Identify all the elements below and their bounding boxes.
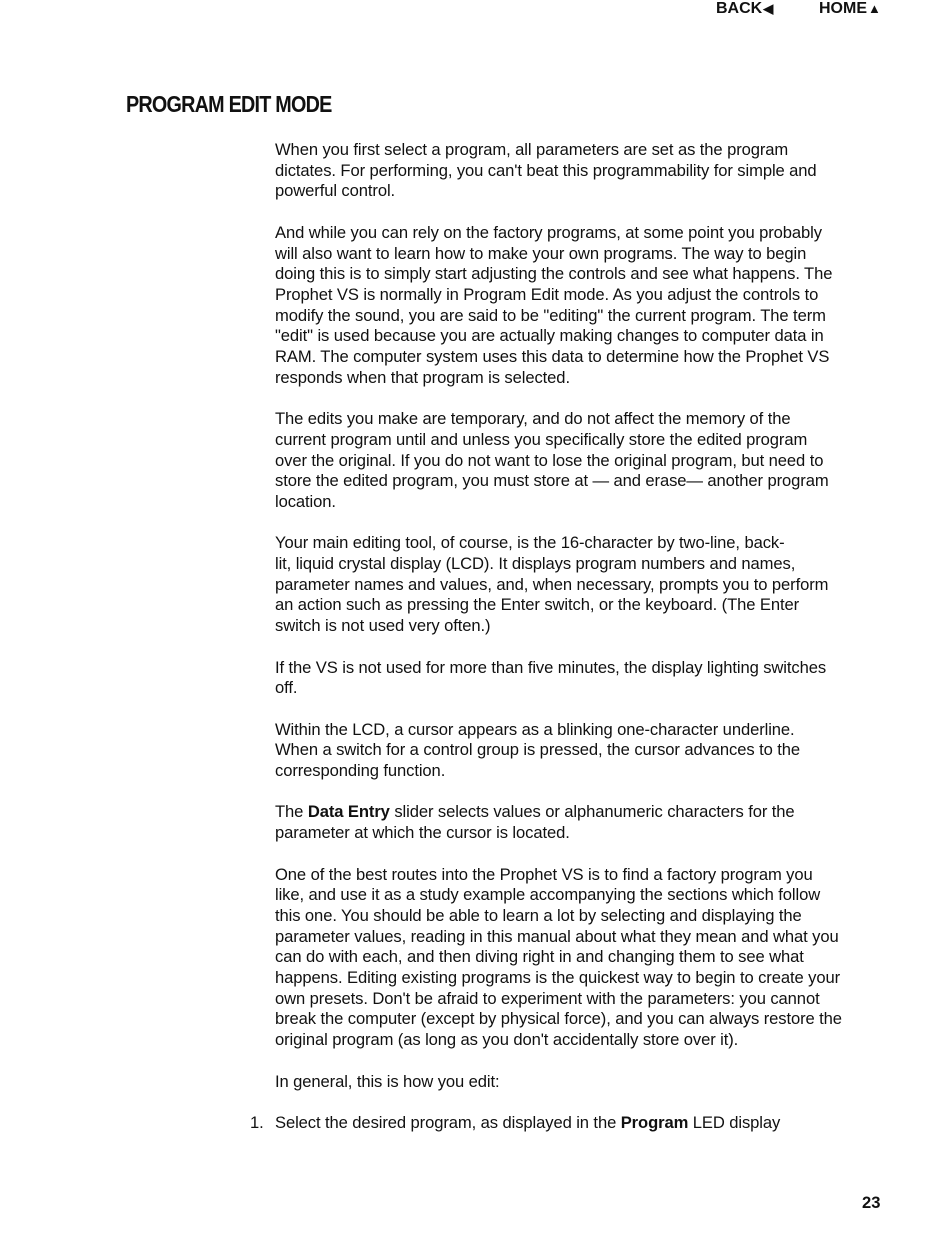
paragraph: The edits you make are temporary, and do not affect the memory of the current program until and unless you specifically store the edited program over the original. If you do not want to lose the original program, but need to store the edited program, you must store at — and erase— another program location.: [275, 409, 829, 511]
top-navigation: [0, 0, 950, 24]
paragraph: When you first select a program, all parameters are set as the program dictates. For performing, you can't beat this programmability for simple and powerful control.: [275, 140, 817, 201]
text-run: LED display: [688, 1112, 781, 1132]
up-triangle-icon: ▲: [868, 1, 881, 16]
back-link[interactable]: [716, 0, 773, 18]
page-number: 23: [862, 1193, 881, 1212]
text-run: The: [275, 802, 308, 822]
text-run: slider selects values or alphanumeric characters for the parameter at which the cursor is located.: [275, 802, 795, 843]
data-entry-paragraph: [275, 802, 887, 843]
step-number: 1.: [250, 1112, 264, 1132]
paragraph: Your main editing tool, of course, is the 16-character by two-line, back- lit, liquid crystal display (LCD). It displays program numbers and names, parameter names and values, and, when necessary, prompts you to perform an action such as pressing the Enter switch, or the keyboard. (The Enter switch is not used very often.): [275, 533, 829, 636]
left-triangle-icon: ◀: [763, 1, 774, 16]
program-term: Program: [620, 1112, 689, 1132]
paragraph: Within the LCD, a cursor appears as a blinking one-character underline. When a switch for a control group is pressed, the cursor advances to the corresponding function.: [275, 719, 800, 781]
data-entry-term: Data Entry: [307, 802, 390, 822]
numbered-step: [250, 1112, 887, 1134]
paragraph: One of the best routes into the Prophet VS is to find a factory program you like, and use it as a study example accompanying the sections which follow this one. You should be able to learn a lot by selecting and displaying the parameter values, reading in this manual about what they mean and what you can do with each, and then diving right in and changing them to see what happens. Editing existing programs is the quickest way to begin to create your own presets. Don't be afraid to experiment with the parameters: you cannot break the computer (except by physical force), and you can always restore the original program (as long as you don't accidentally store over it).: [275, 864, 842, 1050]
home-link[interactable]: [819, 0, 881, 18]
body-text: [250, 140, 887, 1154]
page-title: PROGRAM EDIT MODE: [126, 91, 332, 117]
text-run: Select the desired program, as displayed in the: [275, 1112, 621, 1132]
home-label: HOME: [819, 0, 867, 17]
paragraph: If the VS is not used for more than five minutes, the display lighting switches off.: [275, 657, 827, 698]
paragraph: In general, this is how you edit:: [275, 1071, 500, 1091]
paragraph: And while you can rely on the factory programs, at some point you probably will also want to learn how to make your own programs. The way to begin doing this is to simply start adjusting the controls and see what happens. The Prophet VS is normally in Program Edit mode. As you adjust the controls to modify the sound, you are said to be "editing" the current program. The term "edit" is used because you are actually making changes to computer data in RAM. The computer system uses this data to determine how the Prophet VS responds when that program is selected.: [275, 222, 833, 387]
back-label: BACK: [716, 0, 763, 17]
